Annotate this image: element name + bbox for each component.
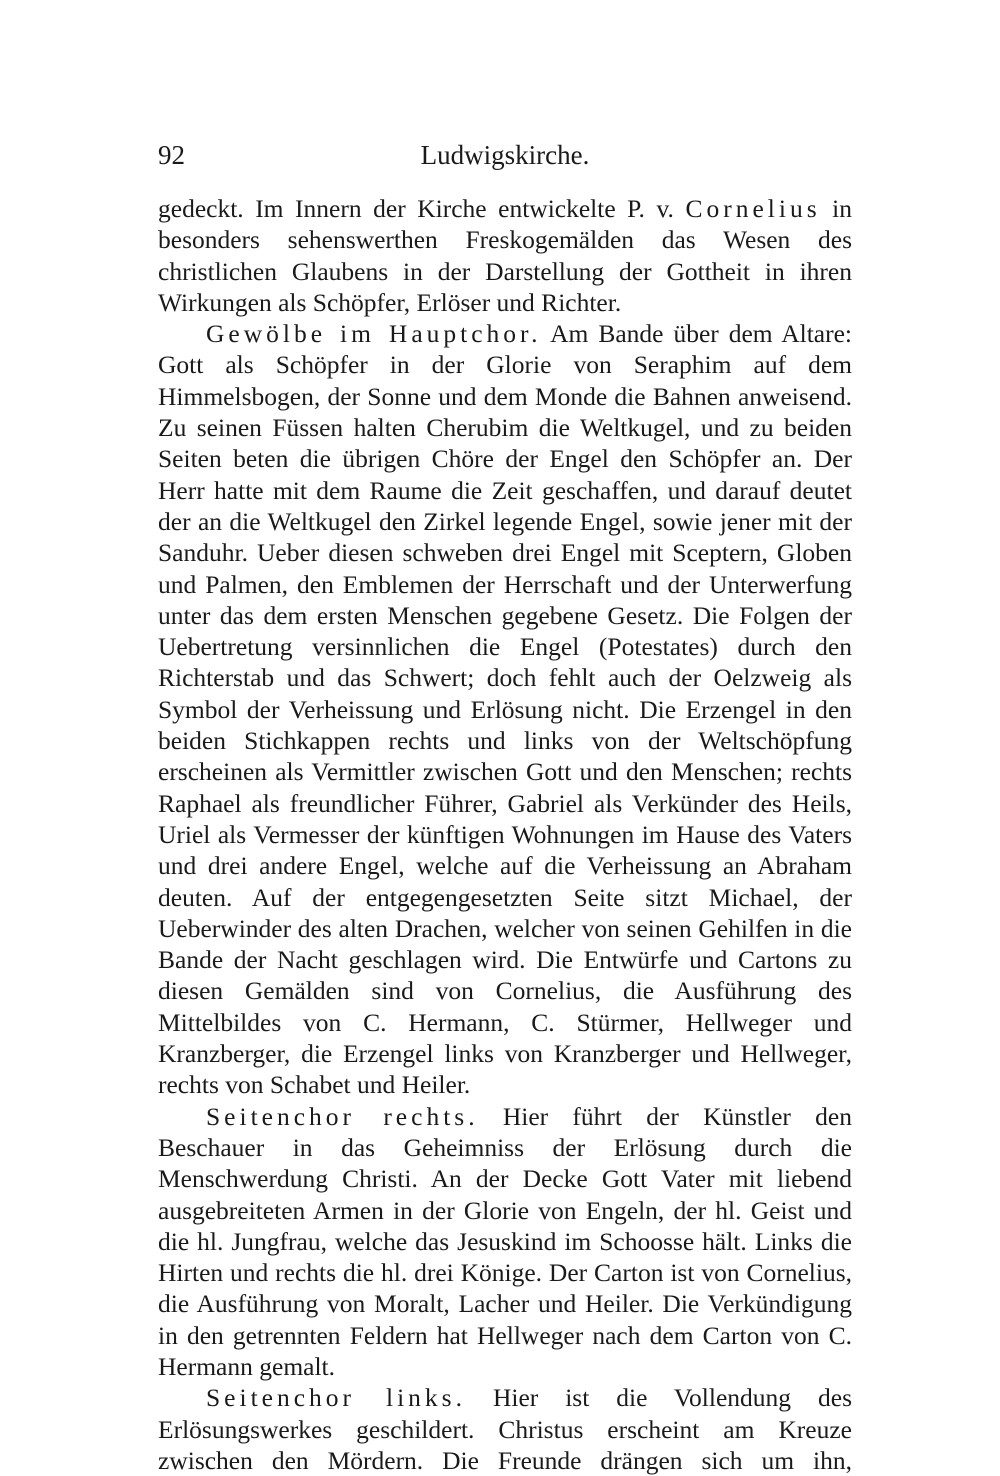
paragraph-gewoelbe-im-hauptchor bbox=[158, 318, 852, 1100]
page-header bbox=[158, 135, 852, 175]
running-title: Ludwigskirche. bbox=[420, 140, 590, 170]
paragraph-intro bbox=[158, 193, 852, 318]
text-run: Hier ist die Vollendung des Erlösungswerkes geschildert. Christus erscheint am Kreuze zwischen den Mördern. Die Freunde drängen sich um ihn, bbox=[158, 1383, 853, 1475]
spaced-heading: Cornelius bbox=[685, 194, 821, 223]
text-run: in besonders sehenswerthen Freskogemälden das Wesen des christlichen Glaubens in der Darstellung der Gottheit in ihren Wirkungen als Schöpfer, Erlöser und Richter. bbox=[158, 194, 852, 317]
text-run: Am Bande über dem Altare: Gott als Schöpfer in der Glorie von Seraphim auf dem Himmelsbogen, der Sonne und dem Monde die Bahnen anweisend. Zu seinen Füssen halten Cherubim die Weltkugel, und zu beiden Seiten beten die übrigen Chöre der Engel den Schöpfer an. Der Herr hatte mit dem Raume die Zeit geschaffen, und darauf deutet der an die Weltkugel den Zirkel legende Engel, sowie jener mit der Sanduhr. Ueber diesen schweben drei Engel mit Sceptern, Globen und Palmen, den Emblemen der Herrschaft und der Unterwerfung unter das dem ersten Menschen gegebene Gesetz. Die Folgen der Uebertretung versinnlichen die Engel (Potestates) durch den Richterstab und das Schwert; doch fehlt auch der Oelzweig als Symbol der Verheissung und Erlösung nicht. Die Erzengel in den beiden Stichkappen rechts und links von der Weltschöpfung erscheinen als Vermittler zwischen Gott und den Menschen; rechts Raphael als freundlicher Führer, Gabriel als Verkünder des Heils, Uriel als Vermesser der künftigen Wohnungen im Hause des Vaters und drei andere Engel, welche auf die Verheissung an Abraham deuten. Auf der entgegengesetzten Seite sitzt Michael, der Ueberwinder des alten Drachen, welcher von seinen Gehilfen in die Bande der Nacht geschlagen wird. Die Entwürfe und Cartons zu diesen Gemälden sind von Cornelius, die Ausführung des Mittelbildes von C. Hermann, C. Stürmer, Hellweger und Kranzberger, die Erzengel links von Kranzberger und Hellweger, rechts von Schabet und Heiler. bbox=[158, 319, 852, 1100]
body-text bbox=[158, 193, 852, 1476]
spaced-heading: Seitenchor rechts. bbox=[206, 1101, 479, 1131]
page-number: 92 bbox=[158, 140, 185, 170]
text-run: gedeckt. Im Innern der Kirche entwickelte P. v. bbox=[158, 194, 686, 223]
spaced-heading: Gewölbe im Hauptchor. bbox=[206, 319, 542, 349]
text-run: Hier führt der Künstler den Beschauer in das Geheimniss der Erlösung durch die Menschwerdung Christi. An der Decke Gott Vater mit liebend ausgebreiteten Armen in der Glorie von Engeln, der hl. Geist und die hl. Jungfrau, welche das Jesuskind im Schoosse hält. Links die Hirten und rechts die hl. drei Könige. Der Carton ist von Cornelius, die Ausführung von Moralt, Lacher und Heiler. Die Verkündigung in den getrennten Feldern hat Hellweger nach dem Carton von C. Hermann gemalt. bbox=[158, 1101, 852, 1381]
spaced-heading: Seitenchor links. bbox=[206, 1383, 466, 1413]
paragraph-seitenchor-links bbox=[158, 1382, 852, 1476]
paragraph-seitenchor-rechts bbox=[158, 1101, 852, 1383]
